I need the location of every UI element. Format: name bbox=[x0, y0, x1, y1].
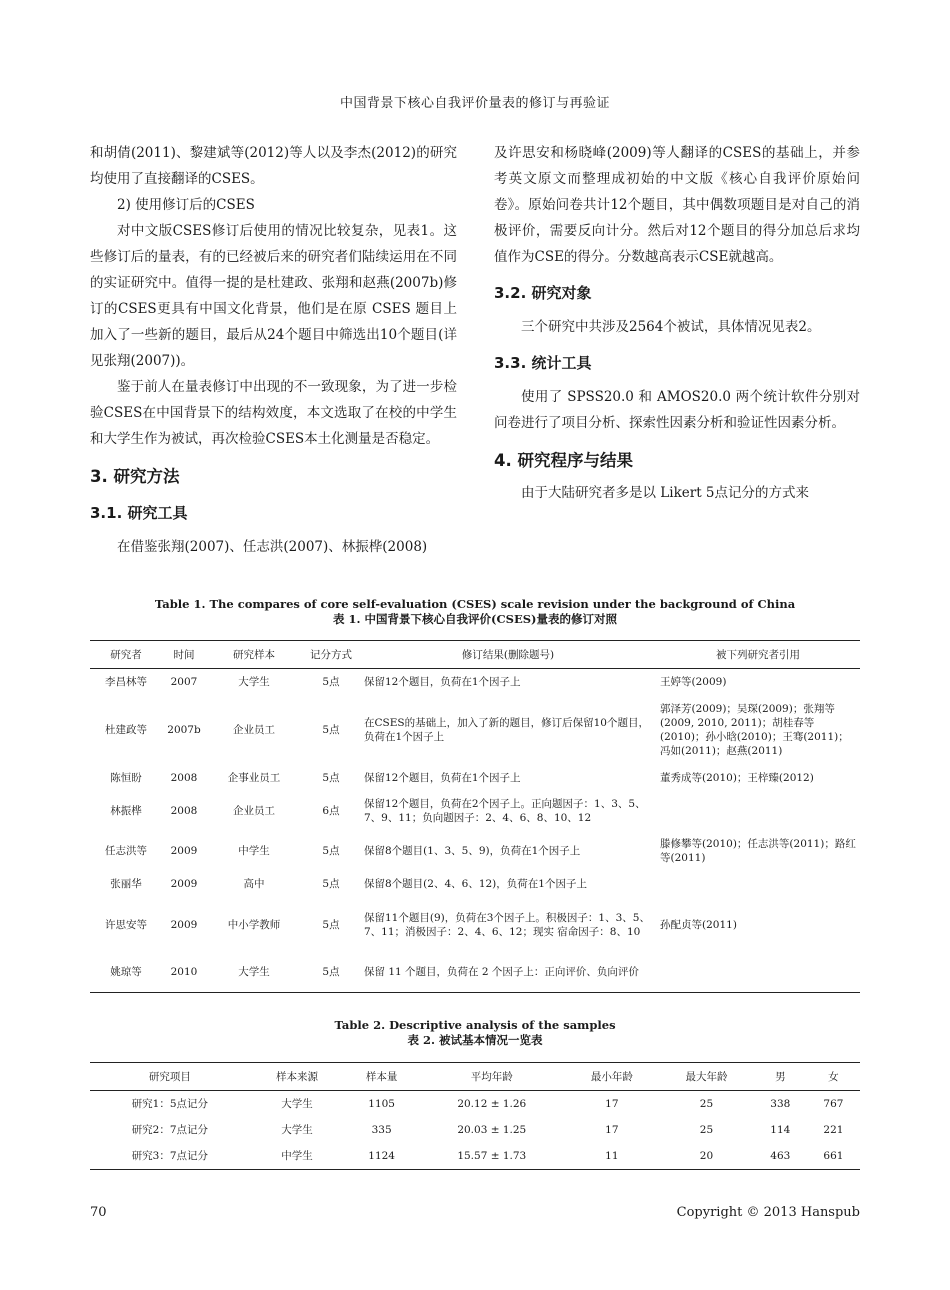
table-cell: 保留12个题目，负荷在2个因子上。正向题因子：1、3、5、7、9、11；负向题因子：2、4、6、8、10、12 bbox=[364, 797, 646, 824]
right-column bbox=[494, 140, 860, 506]
table-cell: 研究1：5点记分 bbox=[131, 1098, 209, 1110]
table-cell: 2007 bbox=[170, 675, 198, 688]
table-cell: 大学生 bbox=[238, 675, 270, 688]
column-header: 记分方式 bbox=[302, 641, 360, 669]
running-header: 中国背景下核心自我评价量表的修订与再验证 bbox=[339, 96, 610, 111]
table-cell: 滕修攀等(2010)；任志洪等(2011)；路红等(2011) bbox=[660, 837, 856, 864]
table-cell: 25 bbox=[699, 1098, 714, 1110]
table-cell: 大学生 bbox=[281, 1124, 313, 1136]
table-cell: 任志洪等 bbox=[105, 844, 147, 857]
table2-caption-cn: 表 2. 被试基本情况一览表 bbox=[407, 1033, 543, 1047]
column-header: 研究样本 bbox=[206, 641, 302, 669]
table-cell: 保留 11 个题目，负荷在 2 个因子上：正向评价、负向评价 bbox=[364, 966, 639, 979]
table-cell: 335 bbox=[371, 1124, 392, 1136]
table-cell: 20.12 ± 1.26 bbox=[457, 1098, 527, 1110]
column-header: 研究项目 bbox=[90, 1063, 250, 1091]
table-cell: 767 bbox=[823, 1098, 844, 1110]
table2 bbox=[90, 1062, 860, 1170]
table-cell: 许思安等 bbox=[105, 918, 147, 931]
table-cell: 5点 bbox=[322, 771, 340, 784]
table1-caption-cn: 表 1. 中国背景下核心自我评价(CSES)量表的修订对照 bbox=[333, 612, 617, 626]
table-cell: 杜建政等 bbox=[105, 723, 147, 736]
table-cell: 5点 bbox=[322, 966, 340, 979]
paragraph: 由于大陆研究者多是以 Likert 5点记分的方式来 bbox=[521, 485, 810, 501]
table-cell: 338 bbox=[770, 1098, 791, 1110]
table-row bbox=[90, 695, 860, 765]
table-header-row bbox=[90, 641, 860, 669]
column-header: 被下列研究者引用 bbox=[656, 641, 860, 669]
table-cell: 研究3：7点记分 bbox=[131, 1150, 209, 1162]
table-row bbox=[90, 791, 860, 831]
paragraph: 对中文版CSES修订后使用的情况比较复杂，见表1。这些修订后的量表，有的已经被后来的研究者们陆续运用在不同的实证研究中。值得一提的是杜建政、张翔和赵燕(2007b)修订的CSES更具有中国文化背景，他们是在原 CSES 题目上加入了一些新的题目，最后从24个题目中筛选出10个题目(详见张翔(2007))。 bbox=[90, 223, 457, 369]
table-cell: 15.57 ± 1.73 bbox=[457, 1150, 527, 1162]
section-heading: 4. 研究程序与结果 bbox=[494, 451, 633, 470]
column-header: 最大年龄 bbox=[659, 1063, 754, 1091]
table-cell: 中学生 bbox=[281, 1150, 313, 1162]
paragraph: 使用了 SPSS20.0 和 AMOS20.0 两个统计软件分别对问卷进行了项目分析、探索性因素分析和验证性因素分析。 bbox=[494, 389, 860, 431]
table-cell: 林振桦 bbox=[110, 804, 142, 817]
table-cell: 姚琼等 bbox=[110, 966, 142, 979]
table-cell: 463 bbox=[770, 1150, 791, 1162]
table-cell: 6点 bbox=[322, 804, 340, 817]
table-cell: 2008 bbox=[170, 804, 198, 817]
table-cell: 大学生 bbox=[238, 966, 270, 979]
table-cell: 661 bbox=[823, 1150, 844, 1162]
table-cell: 研究2：7点记分 bbox=[131, 1124, 209, 1136]
table-cell: 大学生 bbox=[281, 1098, 313, 1110]
column-header: 样本量 bbox=[344, 1063, 419, 1091]
table-cell bbox=[656, 871, 860, 897]
table-cell: 25 bbox=[699, 1124, 714, 1136]
table-cell: 2009 bbox=[170, 844, 198, 857]
paragraph: 鉴于前人在量表修订中出现的不一致现象，为了进一步检验CSES在中国背景下的结构效度，本文选取了在校的中学生和大学生作为被试，再次检验CSES本土化测量是否稳定。 bbox=[90, 379, 457, 447]
table-row bbox=[90, 897, 860, 953]
table-cell: 2009 bbox=[170, 918, 198, 931]
table-cell: 董秀成等(2010)；王梓臻(2012) bbox=[660, 771, 814, 784]
paragraph: 及许思安和杨晓峰(2009)等人翻译的CSES的基础上，并参考英文原文而整理成初始的中文版《核心自我评价原始问卷》。原始问卷共计12个题目，其中偶数项题目是对自己的消极评价，需要反向计分。然后对12个题目的得分加总后求均值作为CSE的得分。分数越高表示CSE就越高。 bbox=[494, 145, 860, 265]
table-row bbox=[90, 1117, 860, 1143]
table-cell: 17 bbox=[605, 1124, 619, 1136]
table-cell bbox=[656, 791, 860, 831]
table-cell: 20.03 ± 1.25 bbox=[457, 1124, 527, 1136]
table-row bbox=[90, 1091, 860, 1118]
table-cell: 2008 bbox=[170, 771, 198, 784]
table-cell: 保留8个题目(1、3、5、9)，负荷在1个因子上 bbox=[364, 844, 581, 857]
column-header: 时间 bbox=[162, 641, 206, 669]
column-header: 平均年龄 bbox=[419, 1063, 565, 1091]
table-cell: 1105 bbox=[368, 1098, 395, 1110]
table-cell: 王婷等(2009) bbox=[660, 675, 727, 688]
column-header: 男 bbox=[754, 1063, 807, 1091]
table-cell: 2010 bbox=[170, 966, 198, 979]
table-cell: 221 bbox=[823, 1124, 844, 1136]
table1-caption bbox=[90, 597, 860, 627]
paragraph: 2) 使用修订后的CSES bbox=[117, 197, 255, 213]
table-cell: 11 bbox=[605, 1150, 619, 1162]
page-number: 70 bbox=[90, 1205, 107, 1220]
paragraph: 三个研究中共涉及2564个被试，具体情况见表2。 bbox=[521, 319, 821, 335]
paragraph: 和胡倩(2011)、黎建斌等(2012)等人以及李杰(2012)的研究均使用了直接翻译的CSES。 bbox=[90, 145, 457, 187]
subsection-heading: 3.2. 研究对象 bbox=[494, 284, 592, 302]
subsection-heading: 3.3. 统计工具 bbox=[494, 354, 592, 372]
table-cell: 中小学教师 bbox=[227, 918, 281, 931]
table2-caption-en: Table 2. Descriptive analysis of the samples bbox=[334, 1018, 616, 1032]
table-cell: 保留8个题目(2、4、6、12)，负荷在1个因子上 bbox=[364, 877, 587, 890]
table-cell: 张丽华 bbox=[110, 877, 142, 890]
paragraph: 在借鉴张翔(2007)、任志洪(2007)、林振桦(2008) bbox=[117, 539, 428, 555]
table-cell: 114 bbox=[770, 1124, 791, 1136]
table-cell: 1124 bbox=[368, 1150, 395, 1162]
table-cell bbox=[656, 953, 860, 993]
table-cell: 在CSES的基础上，加入了新的题目，修订后保留10个题目，负荷在1个因子上 bbox=[364, 716, 649, 743]
table-cell: 17 bbox=[605, 1098, 619, 1110]
table-cell: 5点 bbox=[322, 918, 340, 931]
table-cell: 企业员工 bbox=[233, 804, 275, 817]
table-cell: 高中 bbox=[243, 877, 265, 890]
table-cell: 陈恒盼 bbox=[110, 771, 142, 784]
column-header: 最小年龄 bbox=[565, 1063, 660, 1091]
table-row bbox=[90, 953, 860, 993]
table-row bbox=[90, 831, 860, 871]
table-cell: 中学生 bbox=[238, 844, 270, 857]
subsection-heading: 3.1. 研究工具 bbox=[90, 504, 188, 522]
column-header: 样本来源 bbox=[250, 1063, 345, 1091]
table-cell: 保留12个题目，负荷在1个因子上 bbox=[364, 771, 521, 784]
section-heading: 3. 研究方法 bbox=[90, 467, 180, 486]
table-cell: 企事业员工 bbox=[227, 771, 281, 784]
table-cell: 2009 bbox=[170, 877, 198, 890]
table-cell: 20 bbox=[699, 1150, 714, 1162]
table-cell: 2007b bbox=[167, 723, 201, 736]
table-cell: 孙配贞等(2011) bbox=[660, 918, 737, 931]
column-header: 修订结果(删除题号) bbox=[360, 641, 656, 669]
table-cell: 李昌林等 bbox=[105, 675, 147, 688]
table-cell: 5点 bbox=[322, 844, 340, 857]
table-header-row bbox=[90, 1063, 860, 1091]
table-cell: 5点 bbox=[322, 723, 340, 736]
table-cell: 保留12个题目，负荷在1个因子上 bbox=[364, 675, 521, 688]
table2-caption bbox=[90, 1018, 860, 1048]
table1-caption-en: Table 1. The compares of core self-evaluation (CSES) scale revision under the background of China bbox=[154, 597, 796, 611]
left-column bbox=[90, 140, 457, 560]
table-row bbox=[90, 765, 860, 791]
table-row bbox=[90, 871, 860, 897]
table-cell: 企业员工 bbox=[233, 723, 275, 736]
table-cell: 5点 bbox=[322, 675, 340, 688]
table-cell: 保留11个题目(9)，负荷在3个因子上。积极因子：1、3、5、7、11；消极因子：2、4、6、12；现实 宿命因子：8、10 bbox=[364, 911, 650, 938]
table-row bbox=[90, 669, 860, 695]
table-cell: 5点 bbox=[322, 877, 340, 890]
table-row bbox=[90, 1143, 860, 1170]
table-cell: 郭泽芳(2009)；吴琛(2009)；张翔等(2009, 2010, 2011)；胡桂春等(2010)；孙小晗(2010)；王骞(2011)；冯如(2011)；赵燕(2011) bbox=[660, 702, 849, 757]
table1 bbox=[90, 640, 860, 993]
column-header: 女 bbox=[807, 1063, 860, 1091]
copyright: Copyright © 2013 Hanspub bbox=[676, 1205, 860, 1220]
column-header: 研究者 bbox=[90, 641, 162, 669]
